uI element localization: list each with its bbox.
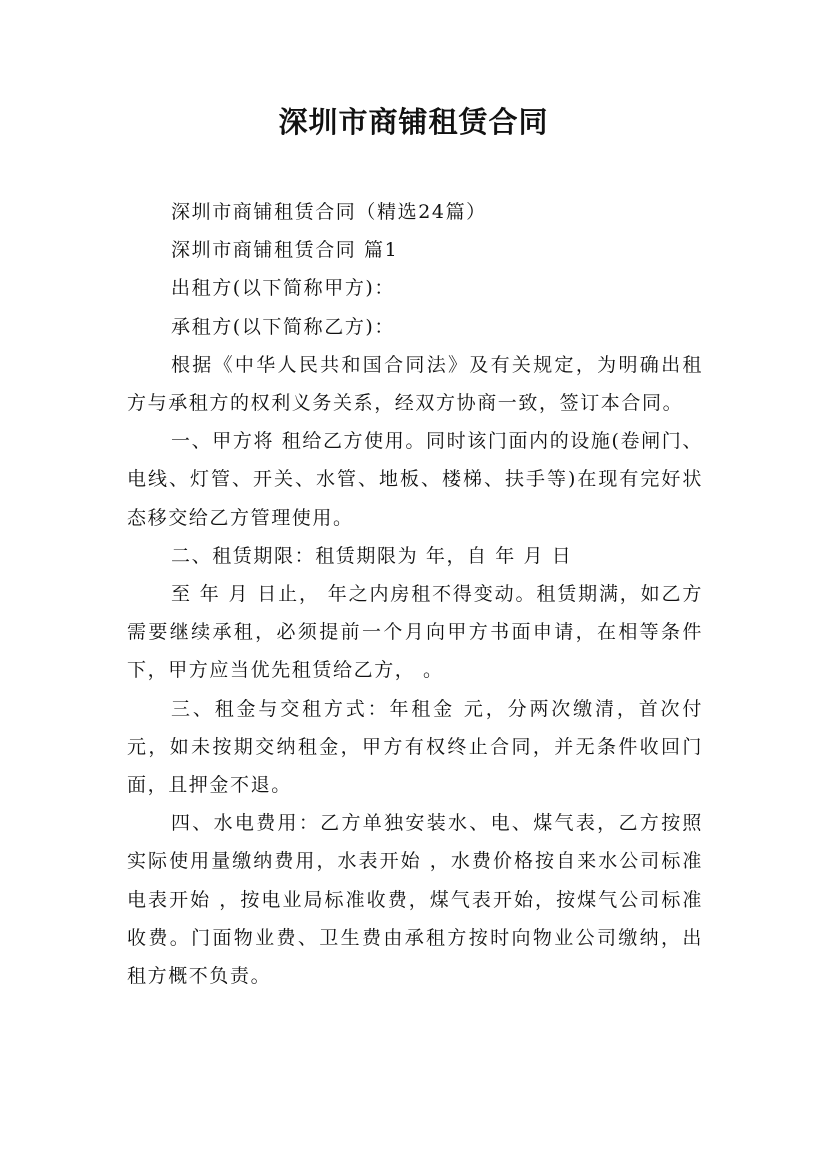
paragraph-clause-2: 二、租赁期限：租赁期限为 年，自 年 月 日 — [171, 544, 573, 567]
paragraph-clause-4: 四、水电费用：乙方单独安装水、电、煤气表，乙方按照实际使用量缴纳费用，水表开始 ，水费价格按自来水公司标准电表开始 ，按电业局标准收费，煤气表开始，按煤气公司标准收费。门面物业费、卫生费由承租方按时向物业公司缴纳，出租方概不负责。 — [127, 812, 703, 988]
paragraph-preamble: 根据《中华人民共和国合同法》及有关规定，为明确出租方与承租方的权利义务关系，经双方协商一致，签订本合同。 — [127, 353, 703, 415]
paragraph-clause-2-continued: 至 年 月 日止， 年之内房租不得变动。租赁期满，如乙方需要继续承租，必须提前一个月向甲方书面申请，在相等条件下，甲方应当优先租赁给乙方， 。 — [127, 583, 703, 682]
paragraph-section-heading: 深圳市商铺租赁合同 篇1 — [171, 239, 399, 262]
paragraph-lessee: 承租方(以下简称乙方)： — [171, 315, 396, 338]
paragraph-subtitle: 深圳市商铺租赁合同（精选24篇） — [171, 201, 487, 223]
document-body — [127, 193, 703, 995]
document-title: 深圳市商铺租赁合同 — [278, 105, 549, 139]
paragraph-clause-1: 一、甲方将 租给乙方使用。同时该门面内的设施(卷闸门、电线、灯管、开关、水管、地板、楼梯、扶手等)在现有完好状态移交给乙方管理使用。 — [127, 430, 703, 529]
paragraph-lessor: 出租方(以下简称甲方)： — [171, 277, 396, 300]
paragraph-clause-3: 三、租金与交租方式：年租金 元，分两次缴清，首次付 元，如未按期交纳租金，甲方有权终止合同，并无条件收回门面，且押金不退。 — [127, 697, 703, 797]
